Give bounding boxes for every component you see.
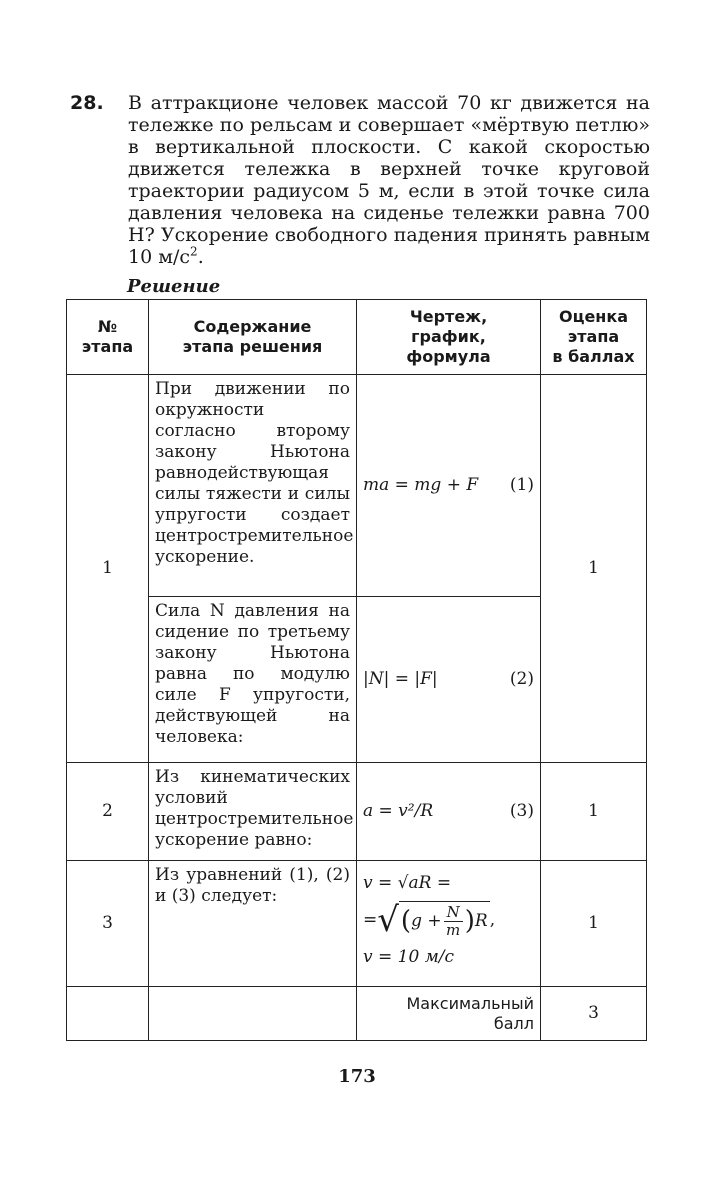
max-score-label: Максимальный балл	[357, 987, 541, 1041]
step-formula: v = √aR = = √ ( g + $\frac{N}{m}$ ) R , v = 10 м/с	[357, 861, 541, 987]
step-content: Из кинематических условий центростремительное ускорение равно:	[149, 763, 357, 861]
unit-exponent: 2	[190, 244, 198, 259]
step-score: 1	[541, 861, 647, 987]
solution-heading: Решение	[127, 276, 221, 297]
step-formula: a = v²/R (3)	[357, 763, 541, 861]
problem-text: В аттракционе человек массой 70 кг движется на тележке по рельсам и совершает «мёртвую петлю» в вертикальной плоскости. С какой скоростью движется тележка в верхней точке круговой траектории радиусом 5 м, если в этой точке сила давления человека на сиденье тележки равна 700 Н? Ускорение свободного падения принять равным 10 $м/с^2$.	[128, 92, 650, 268]
table-header-row	[67, 300, 647, 375]
header-score: Оценка этапа в баллах	[541, 300, 647, 375]
header-formula: Чертеж, график, формула	[357, 300, 541, 375]
step-number: 1	[67, 375, 149, 763]
step-content: Сила N давления на сидение по третьему закону Ньютона равна по модулю силе F упругости, действующей на человека:	[149, 597, 357, 763]
step-number: 2	[67, 763, 149, 861]
step-score: 1	[541, 763, 647, 861]
header-step: № этапа	[67, 300, 149, 375]
step-formula: |N| = |F| (2)	[357, 597, 541, 763]
problem-block	[70, 92, 650, 268]
table-row	[67, 763, 647, 861]
header-content: Содержание этапа решения	[149, 300, 357, 375]
empty-cell	[149, 987, 357, 1041]
max-score-value: 3	[541, 987, 647, 1041]
empty-cell	[67, 987, 149, 1041]
step-content: Из уравнений (1), (2) и (3) следует:	[149, 861, 357, 987]
solution-table	[66, 299, 647, 1041]
sqrt-expression: √ ( g + $\frac{N}{m}$ ) R	[377, 900, 488, 940]
table-row	[67, 987, 647, 1041]
problem-number: 28.	[70, 92, 104, 114]
fraction: $\frac{N}{m}$	[444, 904, 463, 939]
step-number: 3	[67, 861, 149, 987]
table-row	[67, 375, 647, 597]
table-row	[67, 861, 647, 987]
step-score: 1	[541, 375, 647, 763]
page-number: 173	[338, 1066, 376, 1087]
step-content: При движении по окружности согласно второму закону Ньютона равнодействующая силы тяжести и силы упругости создает центростремительное ускорение.	[149, 375, 357, 597]
step-formula: ma = mg + F (1)	[357, 375, 541, 597]
